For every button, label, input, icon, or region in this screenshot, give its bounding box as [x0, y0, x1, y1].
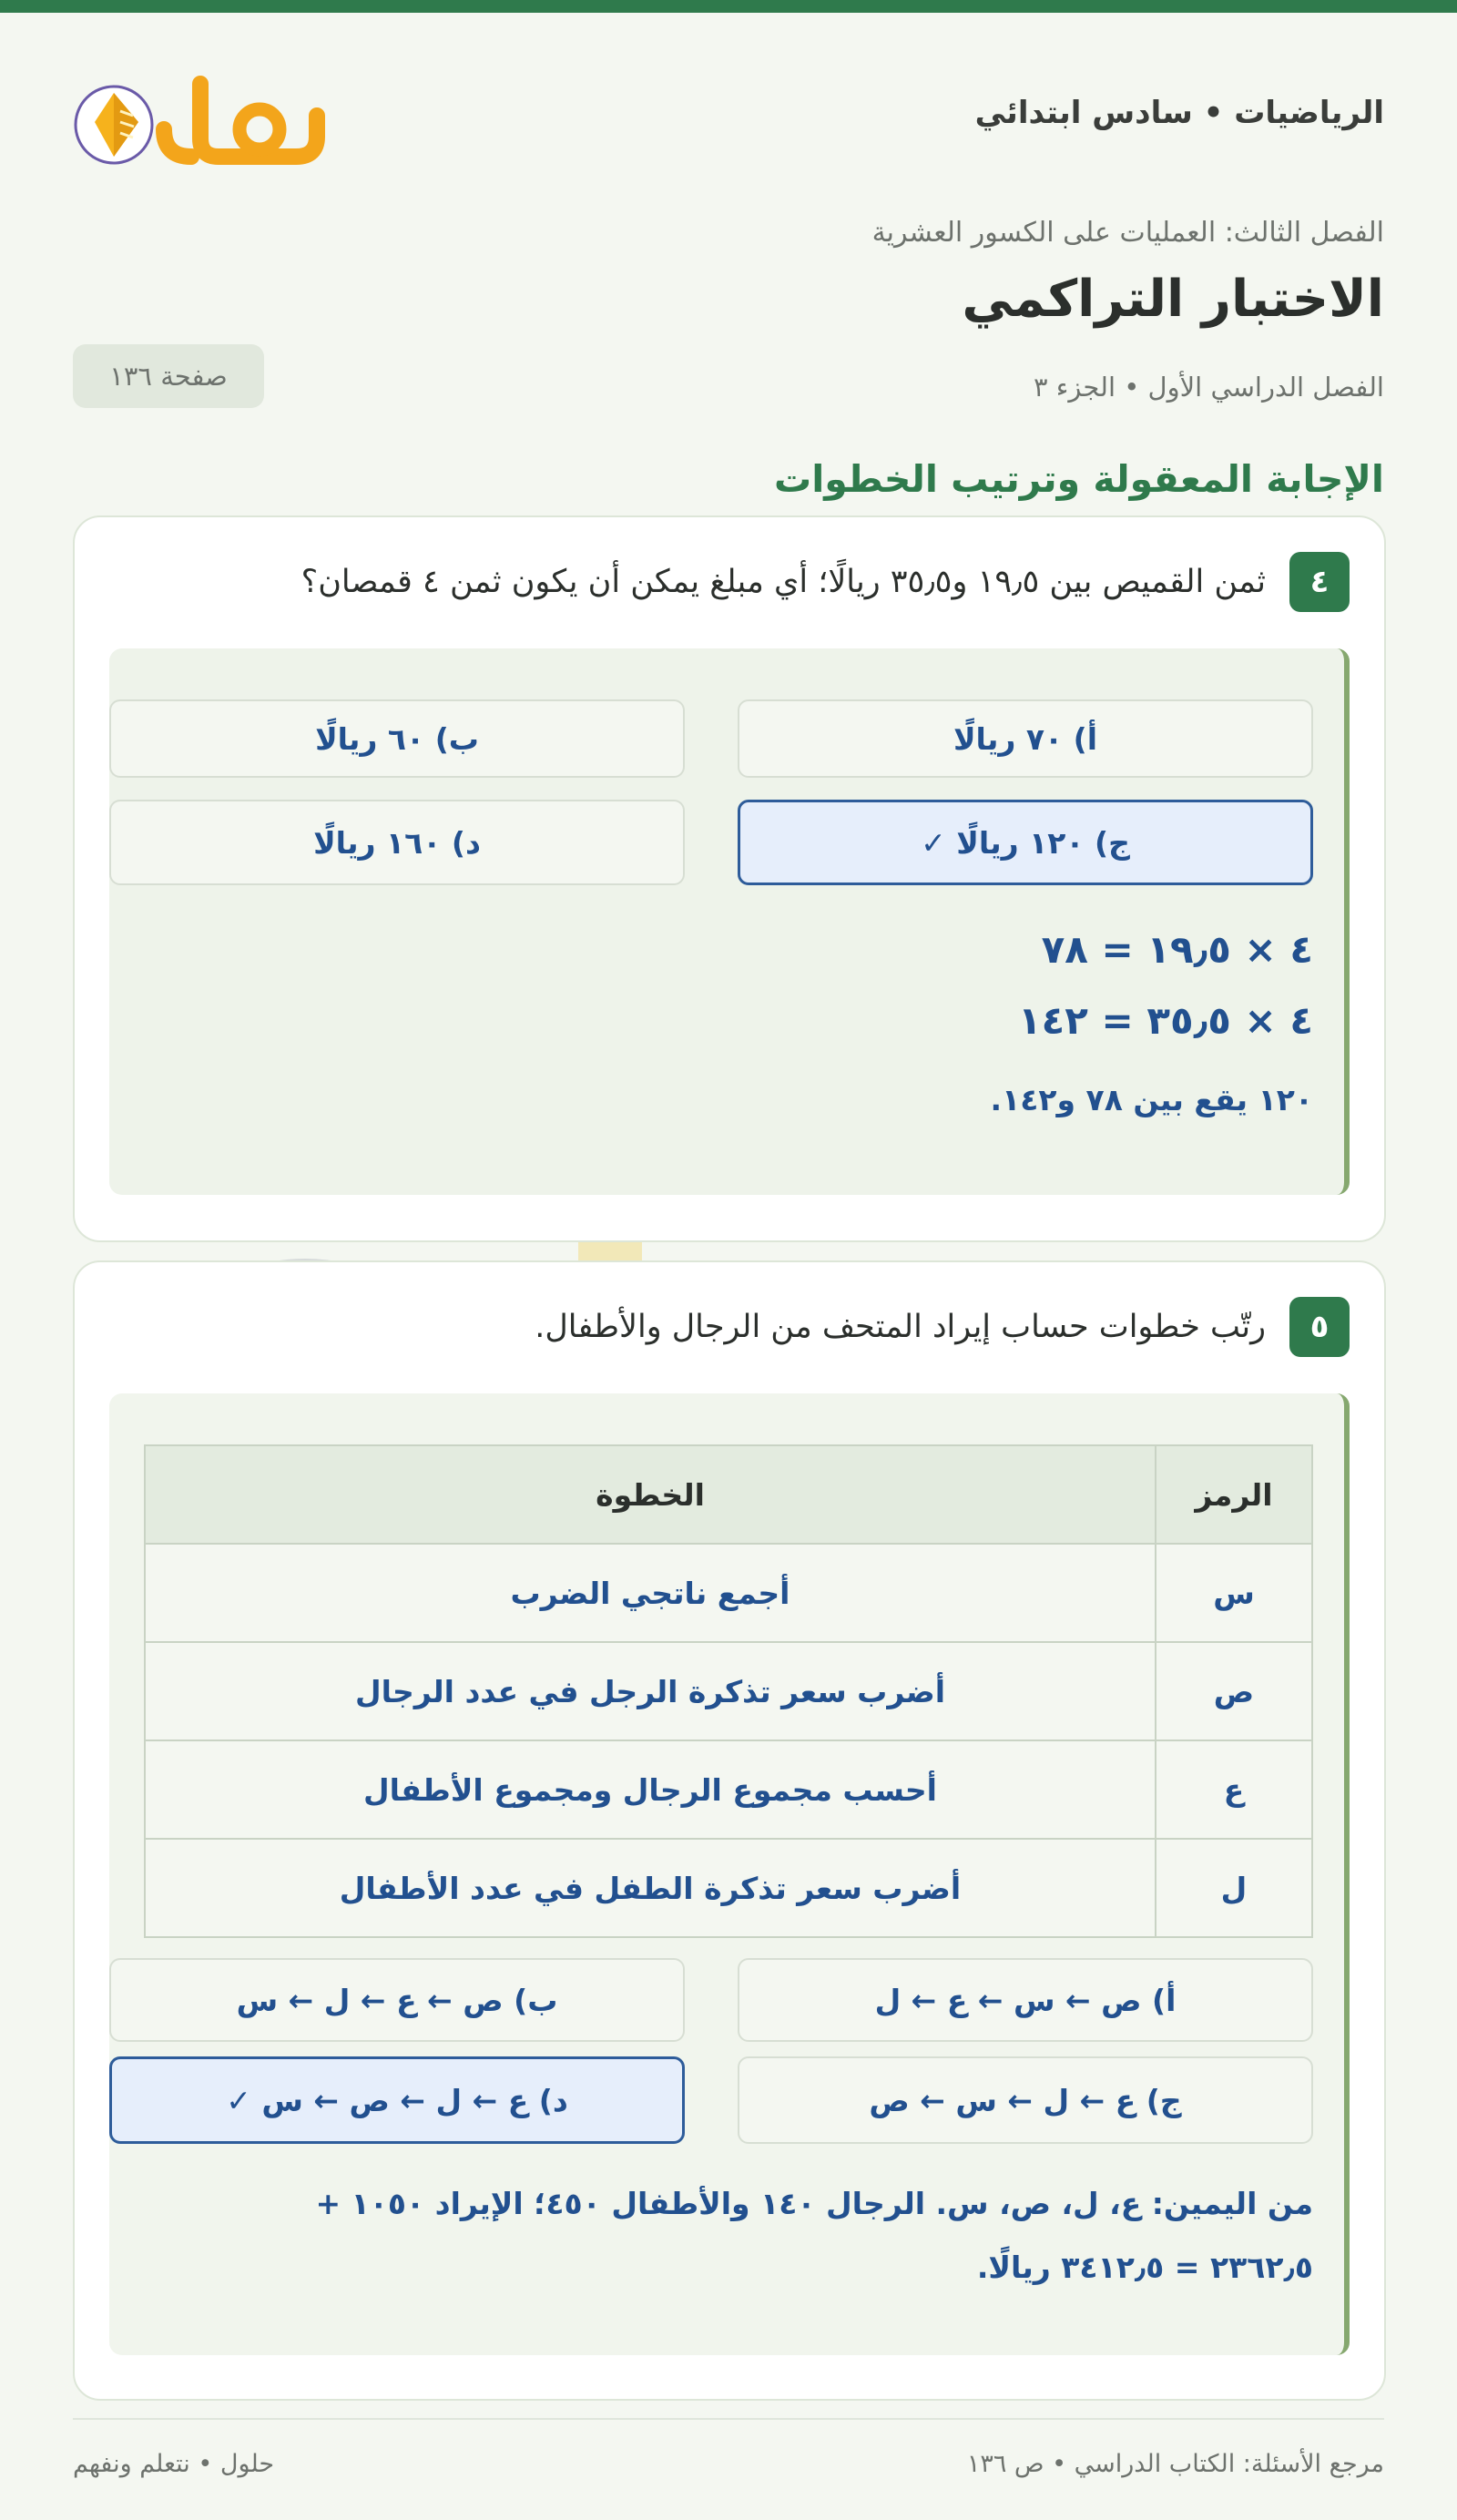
chapter-title: الفصل الثالث: العمليات على الكسور العشرية: [871, 217, 1384, 249]
question-header: [301, 552, 1350, 612]
question-text: رتّب خطوات حساب إيراد المتحف من الرجال والأطفال.: [535, 1309, 1266, 1345]
work-conclusion: ١٢٠ يقع بين ٧٨ و١٤٢.: [990, 1082, 1313, 1117]
page-content: [73, 13, 1384, 2285]
question-number-badge: ٥: [1289, 1297, 1350, 1357]
step-symbol: ع: [1156, 1740, 1312, 1839]
question-text: ثمن القميص بين ١٩٫٥ و٣٥٫٥ ريالًا؛ أي مبلغ يمكن أن يكون ثمن ٤ قمصان؟: [301, 564, 1266, 600]
option-a[interactable]: أ) ٧٠ ريالًا: [738, 699, 1313, 778]
option-d-selected[interactable]: د) ع ← ل ← ص ← س ✓: [109, 2056, 685, 2144]
step-text: أجمع ناتجي الضرب: [145, 1544, 1156, 1642]
work-line-1: ٤ × ١٩٫٥ = ٧٨: [1041, 927, 1313, 972]
option-c[interactable]: ج) ع ← ل ← س ← ص: [738, 2056, 1313, 2144]
column-header: الخطوة: [145, 1445, 1156, 1544]
footer-divider: [73, 2418, 1384, 2420]
answer-panel: [109, 1393, 1350, 2355]
question-header: [535, 1297, 1350, 1357]
top-accent-bar: [0, 0, 1457, 13]
table-row: [145, 1544, 1312, 1642]
table-row: [145, 1740, 1312, 1839]
step-symbol: ل: [1156, 1839, 1312, 1937]
question-card-4: [73, 515, 1386, 1242]
step-symbol: ص: [1156, 1642, 1312, 1740]
work-line-2: ٢٣٦٢٫٥ = ٣٤١٢٫٥ ريالًا.: [976, 2250, 1313, 2285]
step-symbol: س: [1156, 1544, 1312, 1642]
question-card-5: [73, 1260, 1386, 2401]
table-row: [145, 1642, 1312, 1740]
step-text: أضرب سعر تذكرة الرجل في عدد الرجال: [145, 1642, 1156, 1740]
page-number-badge: صفحة ١٣٦: [73, 344, 264, 408]
page-header: [73, 13, 1384, 213]
step-text: أحسب مجموع الرجال ومجموع الأطفال: [145, 1740, 1156, 1839]
column-header: الرمز: [1156, 1445, 1312, 1544]
table-header-row: [145, 1445, 1312, 1544]
term-label: الفصل الدراسي الأول • الجزء ٣: [1033, 372, 1384, 403]
steps-table: [144, 1444, 1313, 1938]
footer-brand: حلول • نتعلم ونفهم: [73, 2450, 275, 2478]
work-line-2: ٤ × ٣٥٫٥ = ١٤٢: [1017, 998, 1313, 1043]
question-number-badge: ٤: [1289, 552, 1350, 612]
subject-label: الرياضيات • سادس ابتدائي: [974, 95, 1384, 131]
hulul-logo-icon: [73, 66, 328, 184]
page-title: الاختبار التراكمي: [962, 270, 1384, 329]
option-b[interactable]: ب) ٦٠ ريالًا: [109, 699, 685, 778]
footer-reference: مرجع الأسئلة: الكتاب الدراسي • ص ١٣٦: [966, 2450, 1384, 2478]
section-title: الإجابة المعقولة وترتيب الخطوات: [774, 457, 1384, 501]
answer-panel: [109, 648, 1350, 1195]
work-line-1: من اليمين: ع، ل، ص، س. الرجال ١٤٠ والأطفال ٤٥٠؛ الإيراد ١٠٥٠ +: [315, 2186, 1313, 2221]
option-a[interactable]: أ) ص ← س ← ع ← ل: [738, 1958, 1313, 2042]
step-text: أضرب سعر تذكرة الطفل في عدد الأطفال: [145, 1839, 1156, 1937]
option-d[interactable]: د) ١٦٠ ريالًا: [109, 800, 685, 885]
option-c-selected[interactable]: ج) ١٢٠ ريالًا ✓: [738, 800, 1313, 885]
option-b[interactable]: ب) ص ← ع ← ل ← س: [109, 1958, 685, 2042]
table-row: [145, 1839, 1312, 1937]
